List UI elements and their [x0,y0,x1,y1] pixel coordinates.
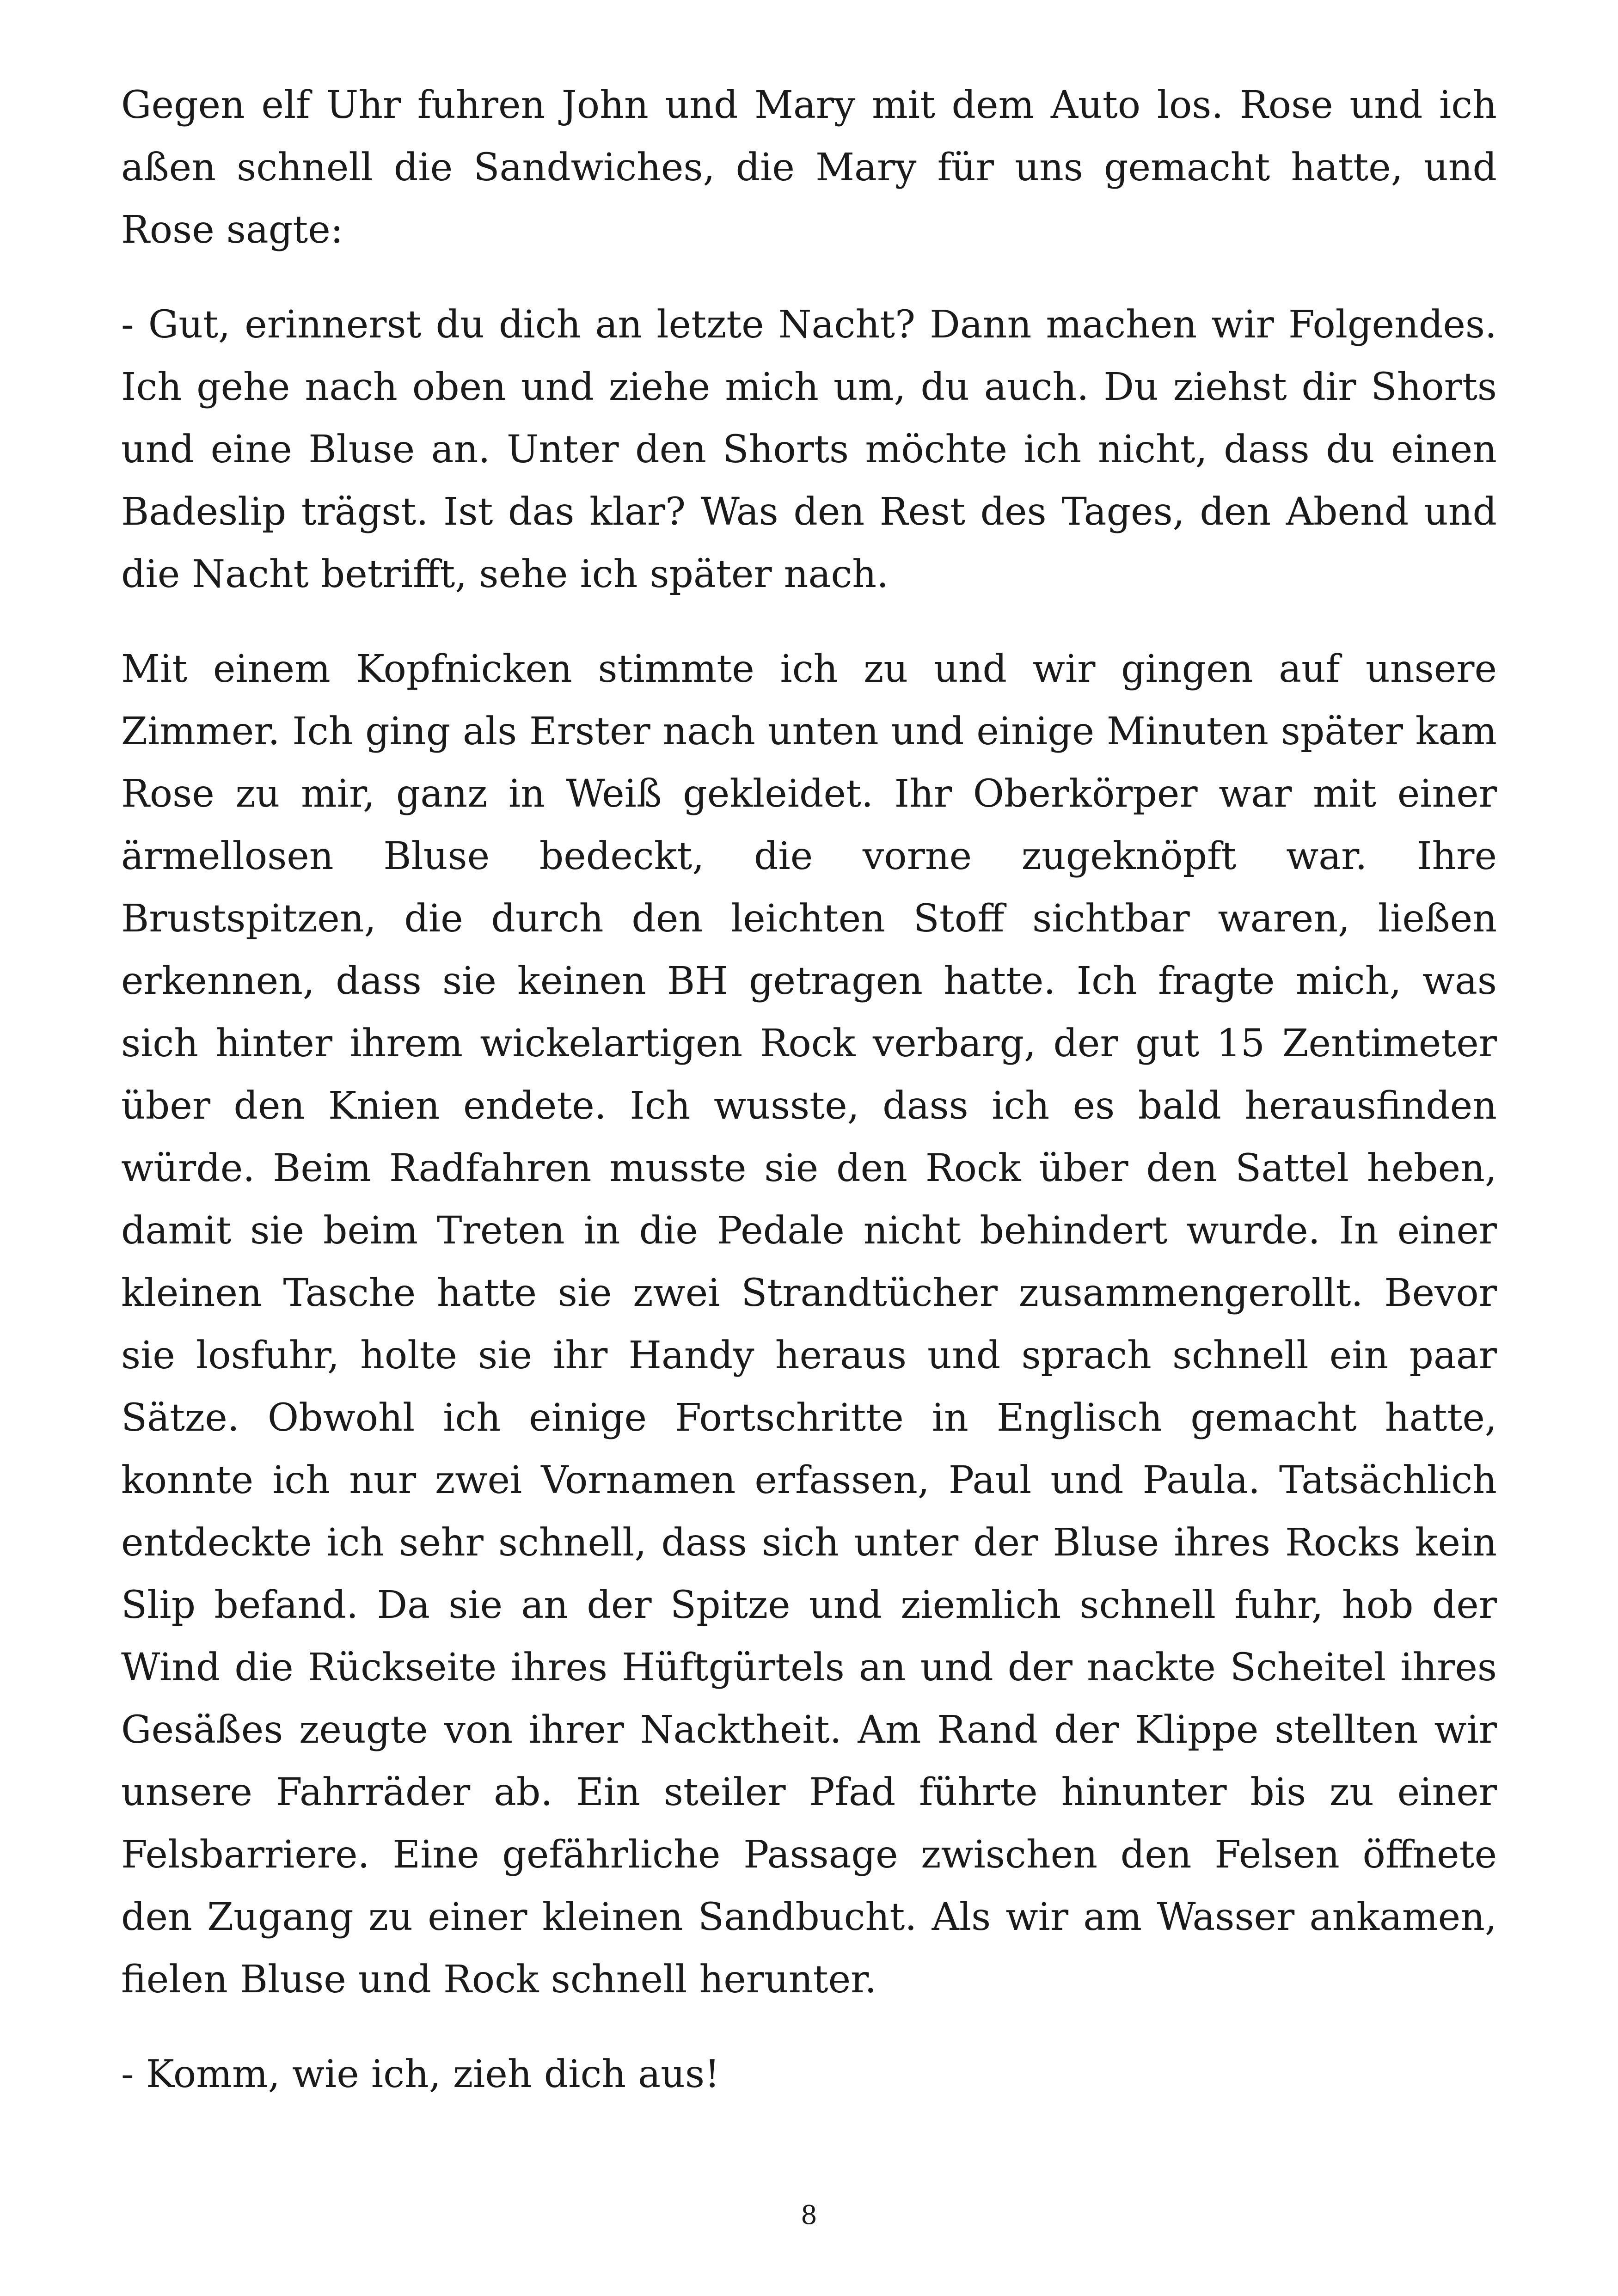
paragraph-1: Gegen elf Uhr fuhren John und Mary mit dem Auto los. Rose und ich aßen schnell die Sandwiches, die Mary für uns gemacht hatte, und Rose sagte: [121,83,1497,252]
paragraph-3: Mit einem Kopfnicken stimmte ich zu und wir gingen auf unsere Zimmer. Ich ging als Erster nach unten und einige Minuten später kam Rose zu mir, ganz in Weiß gekleidet. Ihr Oberkörper war mit einer ärmellosen Bluse bedeckt, die vorne zugeknöpft war. Ihre Brustspitzen, die durch den leichten Stoff sichtbar waren, ließen erkennen, dass sie keinen BH getragen hatte. Ich fragte mich, was sich hinter ihrem wickelartigen Rock verbarg, der gut 15 Zentimeter über den Knien endete. Ich wusste, dass ich es bald herausfinden würde. Beim Radfahren musste sie den Rock über den Sattel heben, damit sie beim Treten in die Pedale nicht behindert wurde. In einer kleinen Tasche hatte sie zwei Strandtücher zusammengerollt. Bevor sie losfuhr, holte sie ihr Handy heraus und sprach schnell ein paar Sätze. Obwohl ich einige Fortschritte in Englisch gemacht hatte, konnte ich nur zwei Vornamen erfassen, Paul und Paula. Tatsächlich entdeckte ich sehr schnell, dass sich unter der Bluse ihres Rocks kein Slip befand. Da sie an der Spitze und ziemlich schnell fuhr, hob der Wind die Rückseite ihres Hüftgürtels an und der nackte Scheitel ihres Gesäßes zeugte von ihrer Nacktheit. Am Rand der Klippe stellten wir unsere Fahrräder ab. Ein steiler Pfad führte hinunter bis zu einer Felsbarriere. Eine gefährliche Passage zwischen den Felsen öffnete den Zugang zu einer kleinen Sandbucht. Als wir am Wasser ankamen, fielen Bluse und Rock schnell herunter. [121,647,1497,2002]
paragraph-4: - Komm, wie ich, zieh dich aus! [121,2052,720,2096]
page-number: 8 [801,2200,817,2230]
body-text [121,74,1497,2106]
paragraph-2: - Gut, erinnerst du dich an letzte Nacht? Dann machen wir Folgendes. Ich gehe nach oben und ziehe mich um, du auch. Du ziehst dir Shorts und eine Bluse an. Unter den Shorts möchte ich nicht, dass du einen Badeslip trägst. Ist das klar? Was den Rest des Tages, den Abend und die Nacht betrifft, sehe ich später nach. [121,303,1497,596]
